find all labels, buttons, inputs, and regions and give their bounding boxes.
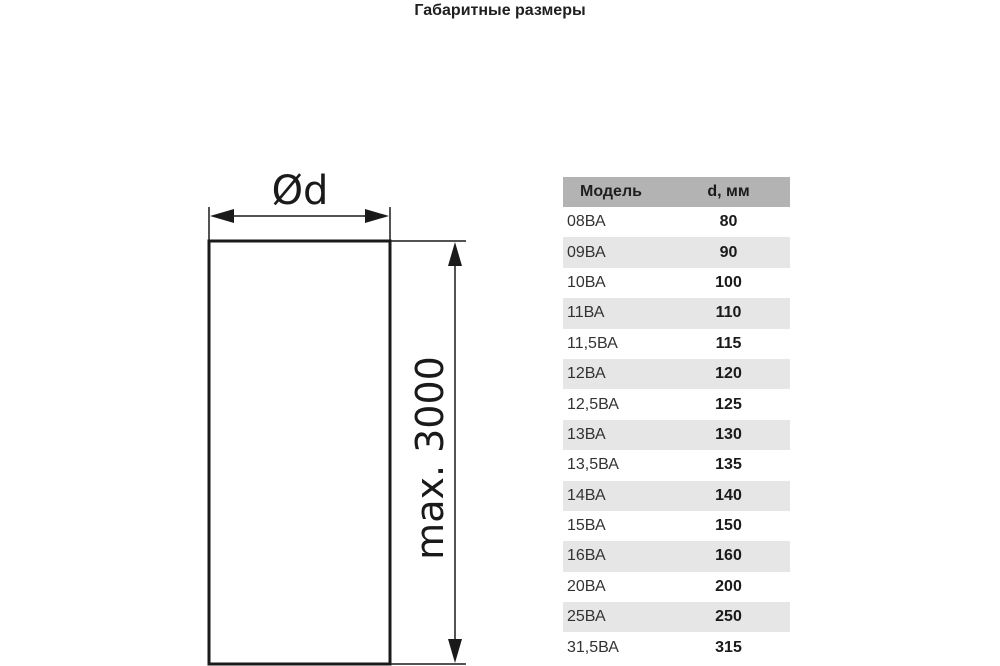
pipe-outline xyxy=(209,241,390,664)
model-cell: 13ВА xyxy=(567,425,606,443)
header-model: Модель xyxy=(580,183,642,200)
model-cell: 20ВА xyxy=(567,577,606,595)
diameter-cell: 110 xyxy=(715,304,742,322)
diameter-cell: 200 xyxy=(715,577,742,595)
diameter-cell: 130 xyxy=(715,425,742,443)
table-row xyxy=(563,450,790,480)
table-row xyxy=(563,298,790,328)
model-cell: 11,5ВА xyxy=(567,334,618,352)
diameter-cell: 125 xyxy=(715,395,742,413)
diameter-cell: 150 xyxy=(715,517,742,535)
diameter-cell: 100 xyxy=(715,273,742,291)
diameter-cell: 315 xyxy=(715,638,742,656)
model-cell: 15ВА xyxy=(567,517,606,535)
model-cell: 08ВА xyxy=(567,213,606,231)
diameter-arrow-left xyxy=(210,209,234,223)
table-row xyxy=(563,632,790,662)
diameter-cell: 90 xyxy=(719,243,738,261)
model-cell: 31,5ВА xyxy=(567,638,619,656)
diameter-cell: 135 xyxy=(715,456,742,474)
diameter-cell: 140 xyxy=(715,486,742,504)
page-title: Габаритные размеры xyxy=(414,2,586,19)
table-row xyxy=(563,329,790,359)
table-body xyxy=(563,207,790,663)
model-cell: 25ВА xyxy=(567,608,606,626)
model-cell: 16ВА xyxy=(567,547,606,565)
model-cell: 12,5ВА xyxy=(567,395,619,413)
table-header xyxy=(563,177,790,207)
length-arrow-bottom xyxy=(448,639,462,663)
dimensions-table xyxy=(563,177,790,663)
table-row xyxy=(563,237,790,267)
model-cell: 10ВА xyxy=(567,273,606,291)
model-cell: 13,5ВА xyxy=(567,456,619,474)
table-row xyxy=(563,207,790,237)
diameter-cell: 80 xyxy=(719,213,738,231)
table-row xyxy=(563,511,790,541)
diameter-label: Ød xyxy=(271,168,329,214)
diameter-cell: 120 xyxy=(715,365,742,383)
header-diameter: d, мм xyxy=(707,183,750,200)
model-cell: 14ВА xyxy=(567,486,606,504)
length-label: max. 3000 xyxy=(408,356,452,560)
table-row xyxy=(563,541,790,571)
table-row xyxy=(563,572,790,602)
table-row xyxy=(563,420,790,450)
length-arrow-top xyxy=(448,242,462,266)
diameter-cell: 250 xyxy=(715,608,742,626)
table-row xyxy=(563,268,790,298)
diameter-cell: 160 xyxy=(715,547,742,565)
model-cell: 11ВА xyxy=(567,304,605,322)
model-cell: 09ВА xyxy=(567,243,606,261)
table-row xyxy=(563,389,790,419)
diameter-arrow-right xyxy=(365,209,389,223)
table-row xyxy=(563,602,790,632)
diameter-cell: 115 xyxy=(715,334,742,352)
model-cell: 12ВА xyxy=(567,365,606,383)
table-row xyxy=(563,359,790,389)
table-row xyxy=(563,481,790,511)
